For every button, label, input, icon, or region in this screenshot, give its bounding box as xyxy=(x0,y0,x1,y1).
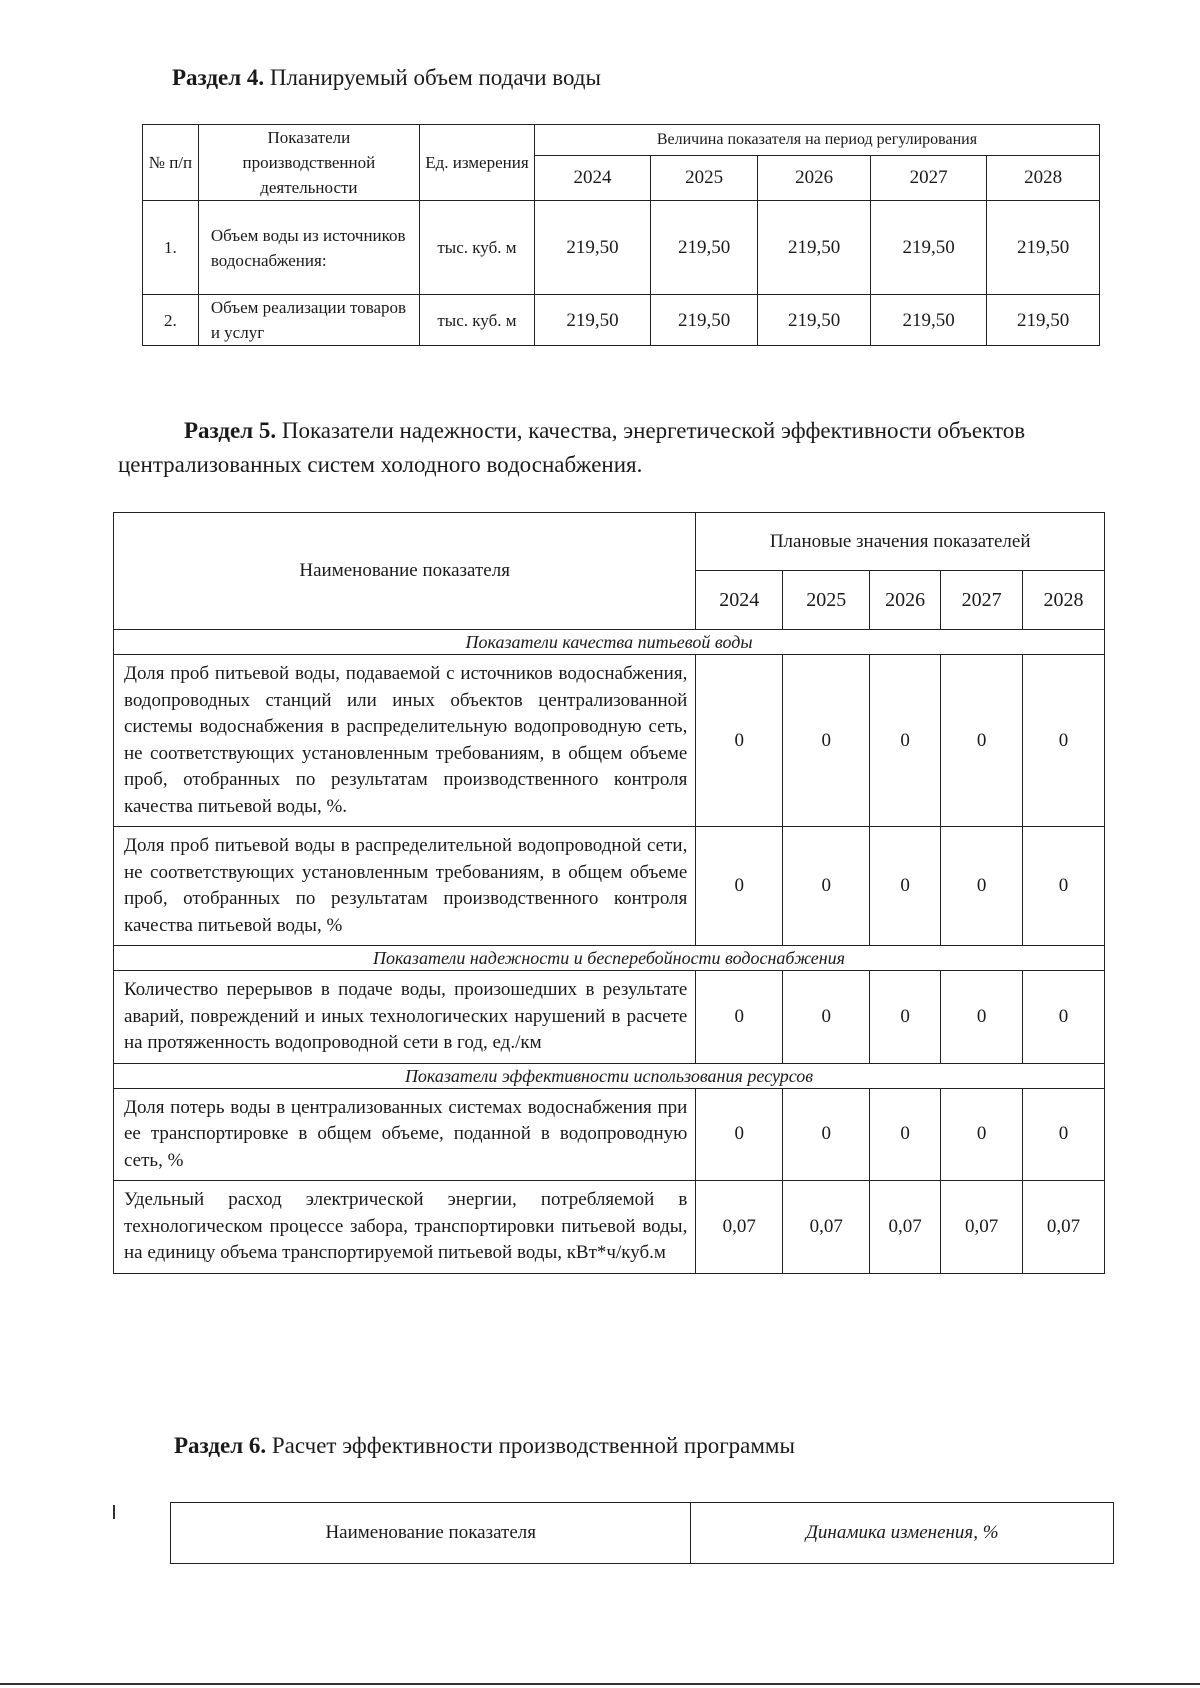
row-number: 2. xyxy=(143,295,199,346)
indicator-value: 0 xyxy=(941,655,1023,827)
row-value: 219,50 xyxy=(871,201,987,295)
row-value: 219,50 xyxy=(987,201,1100,295)
indicator-value: 0 xyxy=(696,971,783,1064)
year-header: 2026 xyxy=(758,155,871,200)
indicator-value: 0 xyxy=(870,971,941,1064)
indicator-value: 0 xyxy=(783,655,870,827)
table-row xyxy=(114,971,1105,1064)
col-header-number: № п/п xyxy=(143,125,199,201)
page-bottom-rule xyxy=(0,1683,1200,1685)
indicator-value: 0 xyxy=(941,971,1023,1064)
col-header-plan: Плановые значения показателей xyxy=(696,513,1105,571)
row-value: 219,50 xyxy=(758,295,871,346)
indicator-name: Доля проб питьевой воды, подаваемой с источников водоснабжения, водопроводных станций или иных объектов централизованной системы водоснабжения в распределительную водопроводную сеть, не соответствующих установленным требованиям, в общем объеме проб, отобранных по результатам производственного контроля качества питьевой воды, %. xyxy=(114,655,696,827)
indicator-value: 0 xyxy=(783,971,870,1064)
section4-heading xyxy=(172,61,601,95)
year-header: 2025 xyxy=(651,155,758,200)
year-header: 2028 xyxy=(1023,571,1105,630)
section6-heading-title: Расчет эффективности производственной программы xyxy=(266,1433,795,1458)
section4-heading-title: Планируемый объем подачи воды xyxy=(264,65,601,90)
row-number: 1. xyxy=(143,201,199,295)
year-header: 2028 xyxy=(987,155,1100,200)
section5-heading-number: Раздел 5. xyxy=(184,418,277,443)
program-efficiency-table xyxy=(170,1502,1114,1564)
table-row xyxy=(143,201,1100,295)
row-value: 219,50 xyxy=(651,295,758,346)
indicator-value: 0 xyxy=(696,827,783,946)
indicator-value: 0 xyxy=(1023,971,1105,1064)
indicator-value: 0 xyxy=(696,655,783,827)
reliability-quality-table xyxy=(113,512,1105,1274)
group-efficiency: Показатели эффективности использования ресурсов xyxy=(114,1063,1105,1088)
col-header-indicator: Показатели производственной деятельности xyxy=(198,125,419,201)
col-header-name: Наименование показателя xyxy=(114,513,696,630)
indicator-value: 0,07 xyxy=(1023,1181,1105,1274)
col-header-dynamics: Динамика изменения, % xyxy=(691,1503,1114,1564)
year-header: 2025 xyxy=(783,571,870,630)
indicator-value: 0 xyxy=(696,1088,783,1181)
section5-heading-title: Показатели надежности, качества, энергетической эффективности объектов централизованных систем холодного водоснабжения. xyxy=(118,418,1026,477)
group-reliability: Показатели надежности и бесперебойности водоснабжения xyxy=(114,946,1105,971)
indicator-value: 0 xyxy=(1023,1088,1105,1181)
indicator-value: 0 xyxy=(783,827,870,946)
year-header: 2027 xyxy=(941,571,1023,630)
row-value: 219,50 xyxy=(534,201,650,295)
indicator-value: 0,07 xyxy=(870,1181,941,1274)
year-header: 2024 xyxy=(696,571,783,630)
year-header: 2026 xyxy=(870,571,941,630)
section4-heading-number: Раздел 4. xyxy=(172,65,265,90)
section6-heading-number: Раздел 6. xyxy=(174,1433,267,1458)
indicator-name: Доля проб питьевой воды в распределительной водопроводной сети, не соответствующих установленным требованиям, в общем объеме проб, отобранных по результатам производственного контроля качества питьевой воды, % xyxy=(114,827,696,946)
indicator-value: 0,07 xyxy=(696,1181,783,1274)
indicator-value: 0 xyxy=(941,1088,1023,1181)
indicator-name: Удельный расход электрической энергии, потребляемой в технологическом процессе забора, транспортировки питьевой воды, на единицу объема транспортируемой питьевой воды, кВт*ч/куб.м xyxy=(114,1181,696,1274)
indicator-value: 0 xyxy=(1023,827,1105,946)
indicator-name: Количество перерывов в подаче воды, произошедших в результате аварий, повреждений и иных технологических нарушений в расчете на протяженность водопроводной сети в год, ед./км xyxy=(114,971,696,1064)
year-header: 2027 xyxy=(871,155,987,200)
indicator-value: 0,07 xyxy=(783,1181,870,1274)
row-value: 219,50 xyxy=(534,295,650,346)
indicator-name: Доля потерь воды в централизованных системах водоснабжения при ее транспортировке в общем объеме, поданной в водопроводную сеть, % xyxy=(114,1088,696,1181)
table-row xyxy=(114,1181,1105,1274)
table-row xyxy=(114,827,1105,946)
group-quality: Показатели качества питьевой воды xyxy=(114,630,1105,655)
row-indicator: Объем воды из источников водоснабжения: xyxy=(198,201,419,295)
water-supply-volume-table xyxy=(142,124,1100,346)
indicator-value: 0,07 xyxy=(941,1181,1023,1274)
indicator-value: 0 xyxy=(1023,655,1105,827)
col-header-period: Величина показателя на период регулирования xyxy=(534,125,1099,156)
row-value: 219,50 xyxy=(987,295,1100,346)
section5-heading xyxy=(118,414,1108,482)
col-header-unit: Ед. измерения xyxy=(419,125,534,201)
col-header-name: Наименование показателя xyxy=(171,1503,691,1564)
row-value: 219,50 xyxy=(651,201,758,295)
margin-mark xyxy=(113,1505,115,1519)
row-indicator: Объем реализации товаров и услуг xyxy=(198,295,419,346)
indicator-value: 0 xyxy=(870,1088,941,1181)
table-row xyxy=(143,295,1100,346)
indicator-value: 0 xyxy=(870,655,941,827)
indicator-value: 0 xyxy=(783,1088,870,1181)
row-value: 219,50 xyxy=(871,295,987,346)
table-row xyxy=(114,1088,1105,1181)
table-row xyxy=(114,655,1105,827)
row-unit: тыс. куб. м xyxy=(419,201,534,295)
year-header: 2024 xyxy=(534,155,650,200)
indicator-value: 0 xyxy=(941,827,1023,946)
row-unit: тыс. куб. м xyxy=(419,295,534,346)
section6-heading xyxy=(174,1429,795,1463)
row-value: 219,50 xyxy=(758,201,871,295)
indicator-value: 0 xyxy=(870,827,941,946)
